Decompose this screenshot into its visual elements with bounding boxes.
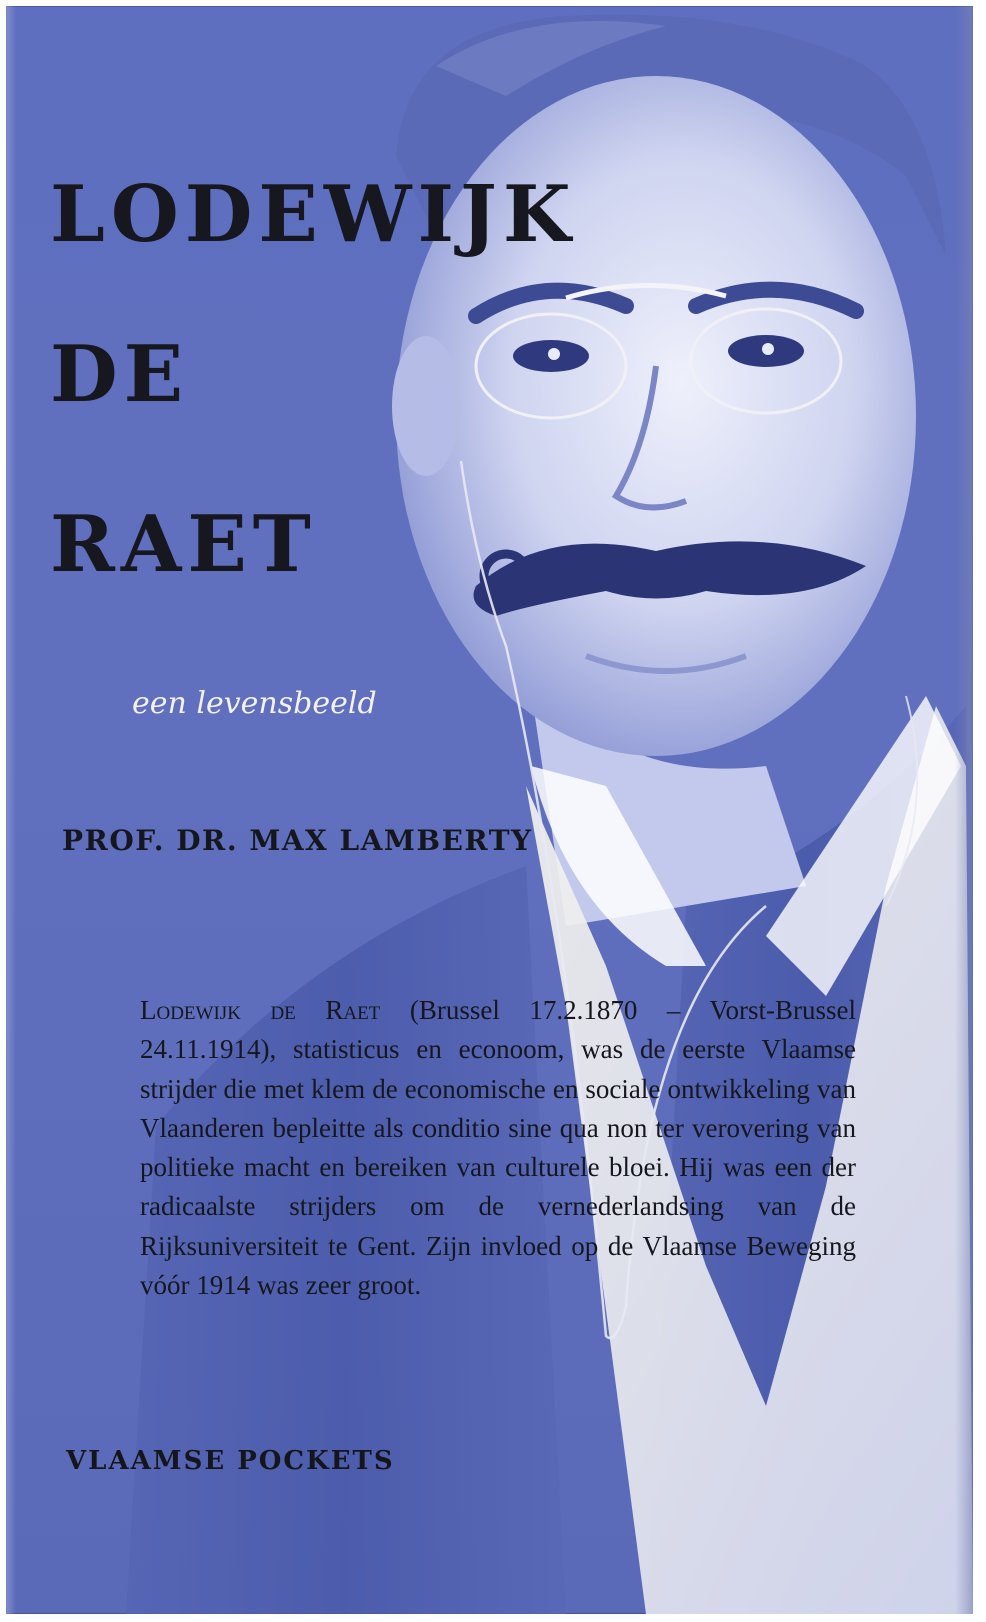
title-line-2: DE: [50, 329, 190, 420]
title-line-3: RAET: [50, 499, 317, 590]
blurb-lead: Lodewijk de Raet: [140, 995, 381, 1025]
spine-edge: [6, 6, 16, 1614]
title-line-1: LODEWIJK: [50, 169, 577, 260]
blurb-text: (Brussel 17.2.1870 – Vorst-Brussel 24.11.1914), statisticus en econoom, was de eerste Vlaamse strijder die met klem de economische en sociale ontwikkeling van Vlaanderen bepleitte als conditio sine qua non ter verovering van politieke macht en bereiken van culturele bloei. Hij was een der radicaalste strijders om de vernederlandsing van de Rijksuniversiteit te Gent. Zijn invloed op de Vlaamse Beweging vóór 1914 was zeer groot.: [140, 995, 857, 1301]
blurb: [140, 991, 856, 1305]
author-name: PROF. DR. MAX LAMBERTY: [62, 824, 533, 857]
subtitle: een levensbeeld: [132, 686, 377, 721]
right-edge: [955, 6, 973, 1614]
series-name: VLAAMSE POCKETS: [66, 1446, 395, 1476]
book-cover: [6, 6, 973, 1614]
